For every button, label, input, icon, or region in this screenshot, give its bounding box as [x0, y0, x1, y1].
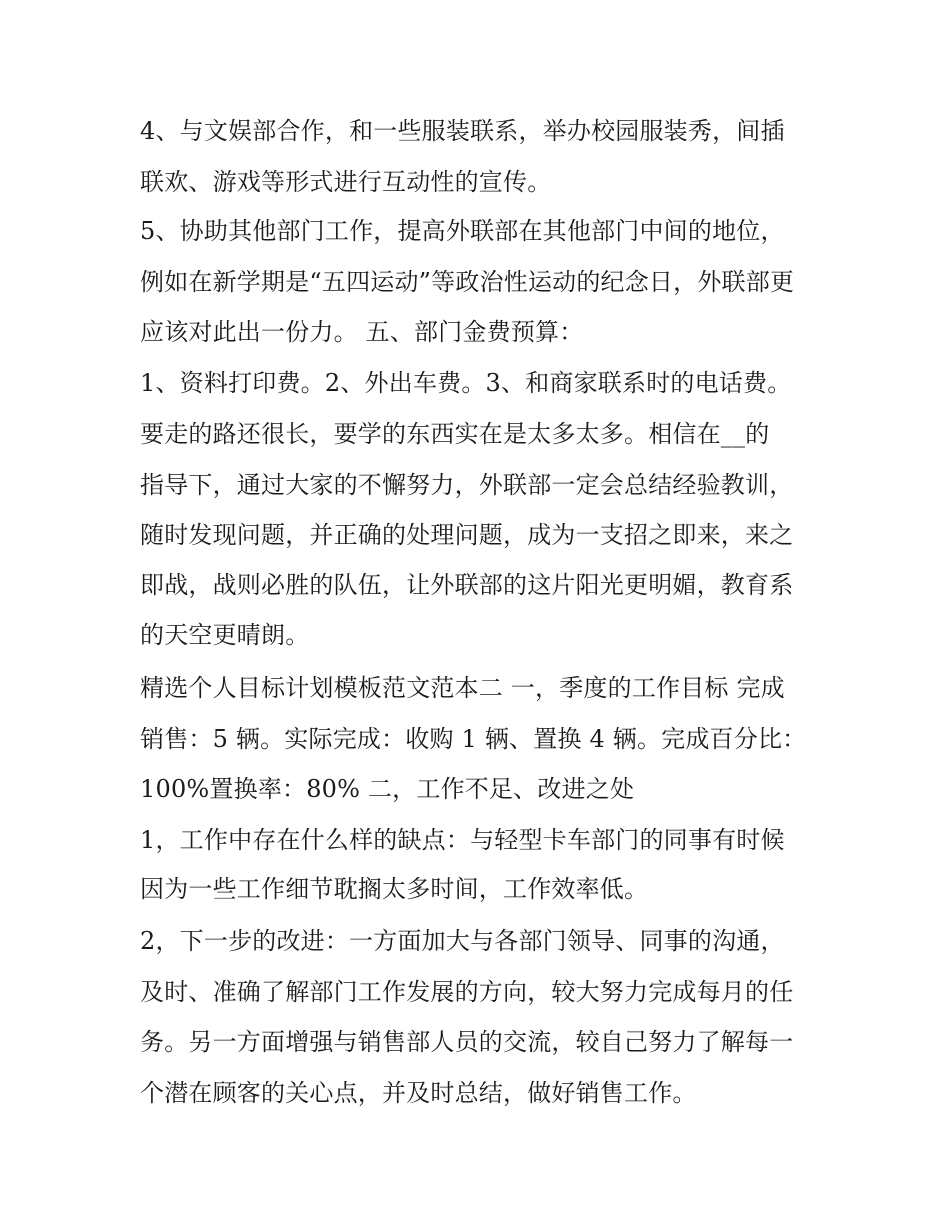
text-line: 个潜在顾客的关心点，并及时总结，做好销售工作。: [140, 1079, 697, 1107]
text-line: 1、资料打印费。2、外出车费。3、和商家联系时的电话费。: [140, 369, 792, 397]
text-line: 销售：5 辆。实际完成：收购 1 辆、置换 4 辆。完成百分比：: [140, 725, 807, 753]
text-line: 即战，战则必胜的队伍，让外联部的这片阳光更明媚，教育系: [140, 571, 794, 599]
text-line: 的天空更晴朗。: [140, 621, 310, 649]
text-line: 1，工作中存在什么样的缺点：与轻型卡车部门的同事有时候: [140, 826, 785, 854]
text-line: 及时、准确了解部门工作发展的方向，较大努力完成每月的任: [140, 978, 794, 1006]
text-line: 例如在新学期是“五四运动”等政治性运动的纪念日，外联部更: [140, 268, 795, 296]
text-line: 2，下一步的改进：一方面加大与各部门领导、同事的沟通，: [140, 927, 785, 955]
text-line: 随时发现问题，并正确的处理问题，成为一支招之即来，来之: [140, 521, 794, 549]
text-line: 指导下，通过大家的不懈努力，外联部一定会总结经验教训，: [140, 471, 794, 499]
text-line: 5、协助其他部门工作，提高外联部在其他部门中间的地位，: [140, 217, 785, 245]
text-line: 联欢、游戏等形式进行互动性的宣传。: [140, 168, 552, 196]
text-line: 要走的路还很长，要学的东西实在是太多太多。相信在__的: [140, 420, 770, 448]
text-line: 因为一些工作细节耽搁太多时间，工作效率低。: [140, 875, 649, 903]
text-line: 务。另一方面增强与销售部人员的交流，较自己努力了解每一: [140, 1028, 794, 1056]
text-line: 100%置换率：80% 二，工作不足、改进之处: [140, 775, 635, 803]
text-line: 精选个人目标计划模板范文范本二 一，季度的工作目标 完成: [140, 674, 785, 702]
text-line: 应该对此出一份力。 五、部门金费预算：: [140, 318, 584, 346]
text-line: 4、与文娱部合作，和一些服装联系，举办校园服装秀，间插: [140, 117, 785, 145]
